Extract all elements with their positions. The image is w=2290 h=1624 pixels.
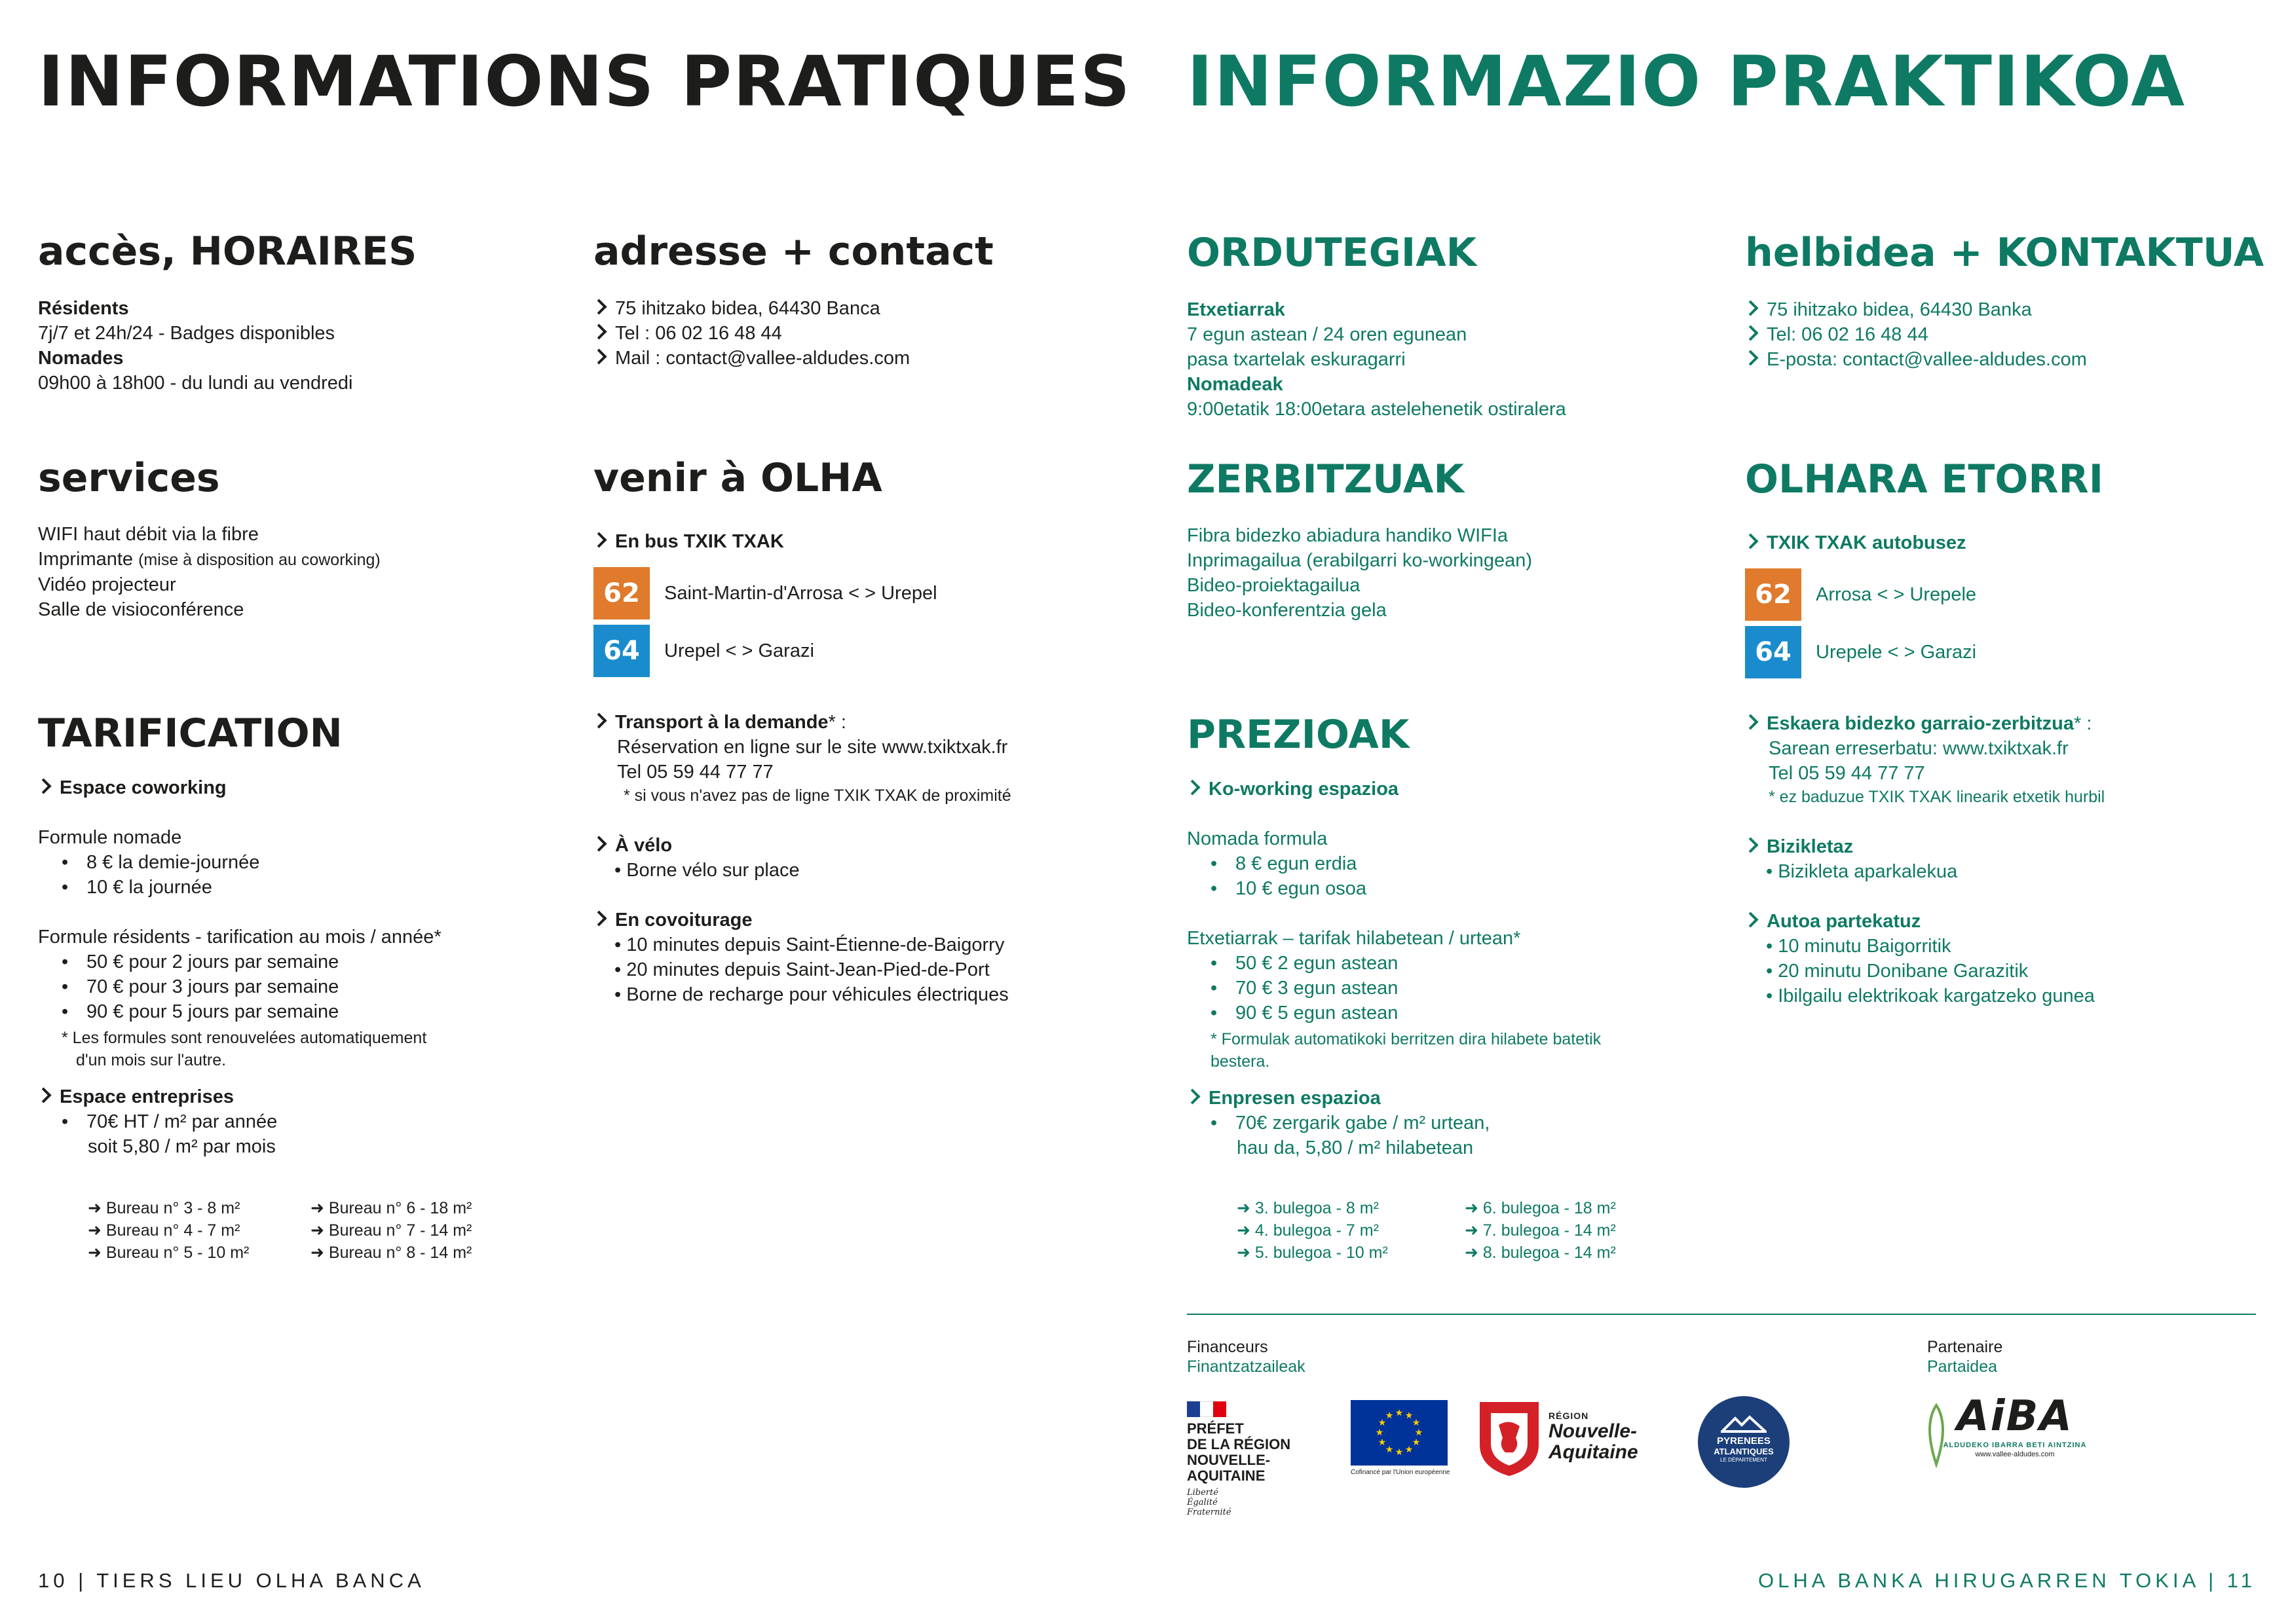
svg-text:★: ★ — [1395, 1408, 1404, 1418]
chevron-right-icon — [591, 712, 607, 728]
nomads-label: Nomades — [38, 348, 124, 369]
bike-label: Bizikletaz — [1745, 834, 1957, 859]
chevron-right-icon — [1742, 714, 1758, 729]
on-demand-section-eu — [1745, 711, 2105, 808]
svg-text:★: ★ — [1378, 1437, 1387, 1448]
pricing-note: bestera. — [1211, 1052, 1270, 1071]
nomad-formula: Nomada formula — [1187, 828, 1328, 849]
bus-section — [593, 529, 937, 682]
office-item: ➜ 3. bulegoa - 8 m² — [1237, 1199, 1379, 1217]
bus-line-64 — [1745, 626, 1976, 678]
office-item: ➜ 6. bulegoa - 18 m² — [1465, 1199, 1616, 1217]
region-shield-icon — [1476, 1399, 1542, 1477]
bike-item: • Borne vélo sur place — [593, 858, 800, 883]
bike-section — [593, 833, 800, 883]
region-logo: RÉGION Nouvelle- Aquitaine — [1476, 1399, 1660, 1477]
page-title-fr: INFORMATIONS PRATIQUES — [38, 41, 1132, 122]
heading-services: services — [38, 455, 220, 501]
arrow-right-icon: ➜ — [88, 1244, 106, 1262]
residents-hours: 7 egun astean / 24 oren egunean — [1187, 324, 1467, 345]
resident-formula: Formule résidents - tarification au mois / année* — [38, 927, 441, 948]
chevron-right-icon — [1742, 325, 1758, 341]
on-demand-line: Réservation en ligne sur le site www.txiktxak.fr — [617, 737, 1008, 758]
heading-pricing-eu: PREZIOAK — [1187, 712, 1410, 758]
on-demand-line: Tel 05 59 44 77 77 — [617, 762, 774, 783]
carpool-item: • 20 minutu Donibane Garazitik — [1745, 959, 2095, 984]
resident-price: • 70 € pour 3 jours par semaine — [38, 974, 441, 999]
office-item: ➜ 5. bulegoa - 10 m² — [1237, 1244, 1388, 1262]
bus-section-eu — [1745, 530, 1976, 684]
pricing-block — [38, 775, 441, 1159]
heading-services-eu: ZERBITZUAK — [1187, 456, 1464, 502]
svg-text:★: ★ — [1414, 1428, 1423, 1438]
business-price: • 70€ HT / m² par année — [38, 1109, 441, 1134]
on-demand-note: * ez baduzue TXIK TXAK linearik etxetik hurbil — [1769, 788, 2105, 806]
office-item: ➜ Bureau n° 7 - 14 m² — [310, 1221, 472, 1240]
heading-contact: adresse + contact — [593, 229, 994, 274]
chevron-right-icon — [1742, 350, 1758, 365]
french-flag-icon — [1187, 1401, 1226, 1417]
svg-text:★: ★ — [1378, 1418, 1387, 1428]
services-list — [38, 522, 381, 622]
service-item: Vidéo projecteur — [38, 574, 176, 595]
bike-section-eu — [1745, 834, 1957, 884]
bus-line-62 — [1745, 568, 1976, 621]
arrow-right-icon: ➜ — [1465, 1199, 1483, 1217]
business-price-monthly: soit 5,80 / m² par mois — [88, 1136, 276, 1157]
carpool-item: • 20 minutes depuis Saint-Jean-Pied-de-Port — [593, 957, 1009, 982]
aiba-logo: AiBA ALDUDEKO IBARRA BETI AINTZINA www.vallee-aldudes.com — [1923, 1392, 2107, 1477]
bike-item: • Bizikleta aparkalekua — [1745, 859, 1957, 884]
contact-mail: E-posta: contact@vallee-aldudes.com — [1745, 347, 2087, 372]
svg-text:★: ★ — [1404, 1411, 1414, 1421]
offices-col-2 — [310, 1197, 472, 1264]
contact-address: 75 ihitzako bidea, 64430 Banka — [1745, 297, 2087, 322]
nomad-price: • 10 € la journée — [38, 875, 441, 900]
chevron-right-icon — [591, 836, 607, 851]
pyrenees-atlantiques-logo: PYRENEES ATLANTIQUES LE DÉPARTEMENT — [1698, 1396, 1790, 1488]
nomads-hours: 09h00 à 18h00 - du lundi au vendredi — [38, 373, 353, 394]
chevron-right-icon — [35, 778, 51, 794]
residents-badges: pasa txartelak eskuragarri — [1187, 349, 1406, 370]
carpool-label: En covoiturage — [593, 908, 1009, 932]
offices-col-1 — [88, 1197, 249, 1264]
chevron-right-icon — [35, 1087, 51, 1103]
eu-logo: ★ ★ ★ ★ ★ ★ ★ ★ ★ ★ ★ ★ Cofinancé par l'Union européenne — [1351, 1400, 1450, 1477]
pricing-note: * Les formules sont renouvelées automatiquement — [62, 1029, 427, 1047]
pricing-block-eu — [1187, 777, 1601, 1160]
bus-number-badge: 64 — [1745, 626, 1801, 678]
carpool-item: • 10 minutu Baigorritik — [1745, 934, 2095, 959]
svg-text:★: ★ — [1412, 1418, 1421, 1428]
service-item: WIFI haut débit via la fibre — [38, 524, 259, 545]
bus-number-badge: 64 — [593, 625, 650, 677]
carpool-section — [593, 908, 1009, 1007]
contact-phone: Tel : 06 02 16 48 44 — [593, 321, 910, 346]
on-demand-section — [593, 710, 1011, 807]
residents-label: Etxetiarrak — [1187, 299, 1285, 320]
heading-contact-eu: helbidea + KONTAKTUA — [1745, 230, 2264, 276]
nomad-price: • 10 € egun osoa — [1187, 876, 1601, 901]
svg-text:★: ★ — [1395, 1447, 1404, 1458]
nomads-hours: 9:00etatik 18:00etara astelehenetik ostiralera — [1187, 399, 1566, 420]
heading-access: accès, HORAIRES — [38, 229, 417, 274]
svg-text:★: ★ — [1404, 1445, 1414, 1455]
on-demand-note: * si vous n'avez pas de ligne TXIK TXAK de proximité — [624, 786, 1011, 805]
contact-list-eu — [1745, 297, 2087, 372]
chevron-right-icon — [1742, 912, 1758, 927]
pricing-note: d'un mois sur l'autre. — [76, 1051, 227, 1069]
service-item: Salle de visioconférence — [38, 599, 244, 620]
office-item: ➜ 7. bulegoa - 14 m² — [1465, 1221, 1616, 1240]
chevron-right-icon — [1184, 779, 1200, 795]
chevron-right-icon — [1184, 1088, 1200, 1104]
carpool-item: • 10 minutes depuis Saint-Étienne-de-Baigorry — [593, 932, 1009, 957]
coworking-label: Espace coworking — [38, 775, 441, 800]
office-item: ➜ Bureau n° 4 - 7 m² — [88, 1221, 240, 1240]
svg-text:★: ★ — [1385, 1411, 1394, 1421]
arrow-right-icon: ➜ — [1237, 1199, 1255, 1217]
business-price: • 70€ zergarik gabe / m² urtean, — [1187, 1111, 1601, 1135]
arrow-right-icon: ➜ — [310, 1221, 329, 1240]
footer-right: OLHA BANKA HIRUGARREN TOKIA | 11 — [1758, 1569, 2256, 1592]
office-item: ➜ Bureau n° 6 - 18 m² — [310, 1199, 472, 1217]
heading-getting-there: venir à OLHA — [593, 455, 882, 501]
arrow-right-icon: ➜ — [310, 1199, 329, 1217]
carpool-item: • Borne de recharge pour véhicules électriques — [593, 982, 1009, 1007]
eu-flag-icon — [1351, 1400, 1448, 1466]
on-demand-line: Sarean erreserbatu: www.txiktxak.fr — [1769, 738, 2069, 759]
bus-route: Urepel < > Garazi — [664, 640, 814, 661]
svg-text:★: ★ — [1385, 1445, 1394, 1455]
arrow-right-icon: ➜ — [1465, 1221, 1483, 1240]
hours-block-eu — [1187, 297, 1566, 422]
nomad-formula: Formule nomade — [38, 827, 182, 848]
service-item-printer: Imprimante (mise à disposition au coworking) — [38, 549, 381, 570]
funders-label: Financeurs Finantzatzaileak — [1187, 1338, 1305, 1376]
chevron-right-icon — [591, 348, 607, 364]
business-label: Enpresen espazioa — [1187, 1086, 1601, 1111]
business-price-monthly: hau da, 5,80 / m² hilabetean — [1237, 1137, 1474, 1158]
bus-number-badge: 62 — [1745, 568, 1801, 621]
chevron-right-icon — [591, 299, 607, 314]
heading-hours-eu: ORDUTEGIAK — [1187, 230, 1477, 276]
carpool-section-eu — [1745, 909, 2095, 1008]
on-demand-line: Tel 05 59 44 77 77 — [1769, 763, 1925, 784]
offices-col-1-eu — [1237, 1197, 1388, 1264]
chevron-right-icon — [591, 323, 607, 339]
bus-route: Urepele < > Garazi — [1816, 642, 1977, 663]
prefet-logo: PRÉFET DE LA RÉGION NOUVELLE- AQUITAINE Liberté Égalité Fraternité — [1187, 1401, 1318, 1517]
arrow-right-icon: ➜ — [310, 1244, 329, 1262]
office-item: ➜ Bureau n° 3 - 8 m² — [88, 1199, 240, 1217]
bus-label: TXIK TXAK autobusez — [1745, 530, 1976, 555]
contact-list — [593, 296, 910, 371]
pricing-note: * Formulak automatikoki berritzen dira hilabete batetik — [1211, 1030, 1602, 1048]
chevron-right-icon — [1742, 300, 1758, 316]
footer-left: 10 | TIERS LIEU OLHA BANCA — [38, 1569, 425, 1592]
svg-text:★: ★ — [1375, 1428, 1384, 1438]
bike-label: À vélo — [593, 833, 800, 858]
arrow-right-icon: ➜ — [88, 1199, 106, 1217]
offices-col-2-eu — [1465, 1197, 1616, 1264]
nomad-price: • 8 € la demie-journée — [38, 850, 441, 875]
contact-phone: Tel: 06 02 16 48 44 — [1745, 322, 2087, 347]
access-block — [38, 296, 353, 396]
service-item: Bideo-konferentzia gela — [1187, 600, 1387, 621]
heading-getting-there-eu: OLHARA ETORRI — [1745, 456, 2104, 502]
office-item: ➜ 8. bulegoa - 14 m² — [1465, 1244, 1616, 1262]
nomad-price: • 8 € egun erdia — [1187, 851, 1601, 876]
resident-price: • 70 € 3 egun astean — [1187, 976, 1601, 1001]
business-label: Espace entreprises — [38, 1084, 441, 1109]
resident-formula: Etxetiarrak – tarifak hilabetean / urtean* — [1187, 928, 1521, 949]
chevron-right-icon — [1742, 837, 1758, 853]
resident-price: • 90 € pour 5 jours par semaine — [38, 999, 441, 1024]
partner-label: Partenaire Partaidea — [1927, 1338, 2003, 1376]
resident-price: • 90 € 5 egun astean — [1187, 1001, 1601, 1025]
heading-pricing: TARIFICATION — [38, 710, 343, 756]
bus-line-62 — [593, 567, 937, 619]
service-item: Bideo-proiektagailua — [1187, 575, 1361, 596]
resident-price: • 50 € pour 2 jours par semaine — [38, 950, 441, 974]
office-item: ➜ 4. bulegoa - 7 m² — [1237, 1221, 1379, 1240]
on-demand-label: Eskaera bidezko garraio-zerbitzua* : — [1745, 711, 2105, 736]
arrow-right-icon: ➜ — [1465, 1244, 1483, 1262]
mountain-icon — [1721, 1414, 1767, 1433]
chevron-right-icon — [591, 910, 607, 926]
coworking-label: Ko-working espazioa — [1187, 777, 1601, 802]
bus-number-badge: 62 — [593, 567, 650, 619]
on-demand-label: Transport à la demande* : — [593, 710, 1011, 735]
office-item: ➜ Bureau n° 8 - 14 m² — [310, 1244, 472, 1262]
residents-hours: 7j/7 et 24h/24 - Badges disponibles — [38, 323, 335, 344]
service-item: Fibra bidezko abiadura handiko WIFIa — [1187, 525, 1509, 546]
svg-text:★: ★ — [1412, 1437, 1421, 1448]
chevron-right-icon — [1742, 533, 1758, 549]
arrow-right-icon: ➜ — [1237, 1244, 1255, 1262]
carpool-label: Autoa partekatuz — [1745, 909, 2095, 934]
divider — [1187, 1314, 2256, 1315]
page-title-eu: INFORMAZIO PRAKTIKOA — [1187, 41, 2187, 122]
services-list-eu — [1187, 523, 1532, 623]
chevron-right-icon — [591, 532, 607, 547]
contact-mail: Mail : contact@vallee-aldudes.com — [593, 346, 910, 371]
leaf-icon — [1923, 1399, 1949, 1471]
residents-label: Résidents — [38, 298, 129, 319]
resident-price: • 50 € 2 egun astean — [1187, 951, 1601, 976]
bus-label: En bus TXIK TXAK — [593, 529, 937, 554]
office-item: ➜ Bureau n° 5 - 10 m² — [88, 1244, 250, 1262]
service-item: Inprimagailua (erabilgarri ko-workingean) — [1187, 550, 1533, 571]
arrow-right-icon: ➜ — [1237, 1221, 1255, 1240]
bus-route: Saint-Martin-d'Arrosa < > Urepel — [664, 583, 937, 604]
carpool-item: • Ibilgailu elektrikoak kargatzeko gunea — [1745, 984, 2095, 1008]
arrow-right-icon: ➜ — [88, 1221, 106, 1240]
contact-address: 75 ihitzako bidea, 64430 Banca — [593, 296, 910, 321]
bus-line-64 — [593, 625, 937, 677]
nomads-label: Nomadeak — [1187, 374, 1283, 395]
bus-route: Arrosa < > Urepele — [1816, 584, 1977, 605]
